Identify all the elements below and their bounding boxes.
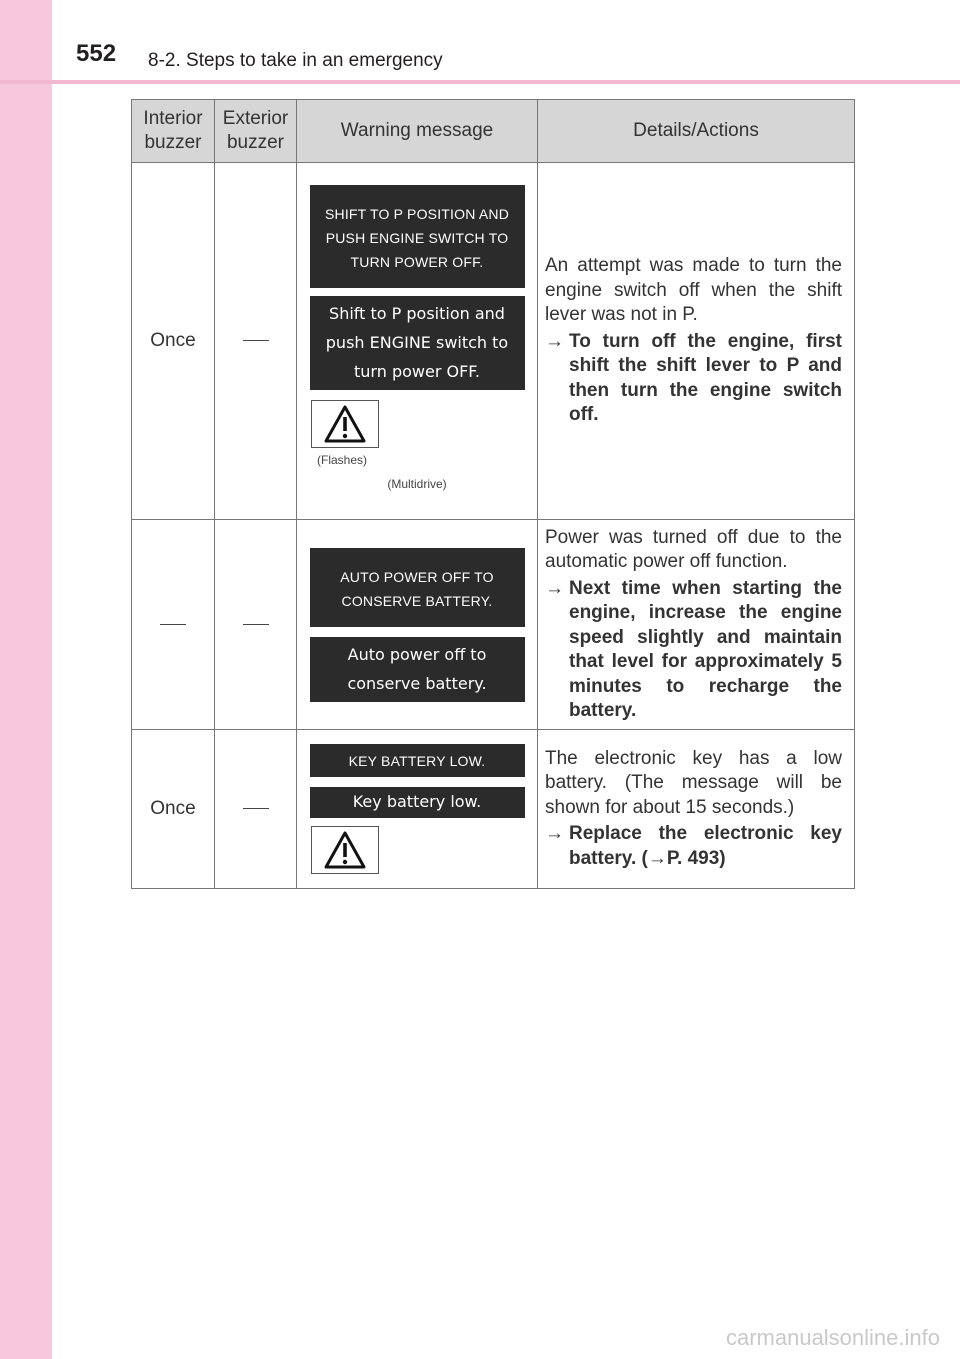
message-multidrive-display: Auto power off to conserve battery. bbox=[310, 637, 525, 702]
arrow-icon: → bbox=[545, 577, 564, 599]
interior-buzzer-cell: Once bbox=[132, 730, 215, 889]
table-row bbox=[132, 730, 855, 889]
multidrive-note: (Multidrive) bbox=[387, 477, 447, 491]
details-cell bbox=[538, 163, 855, 520]
col-header-details-actions: Details/Actions bbox=[538, 100, 855, 163]
warning-message-cell bbox=[297, 520, 538, 730]
col-header-warning-message: Warning message bbox=[297, 100, 538, 163]
exterior-buzzer-cell bbox=[215, 520, 297, 730]
action-item bbox=[545, 822, 842, 871]
flashes-note: (Flashes) bbox=[317, 453, 368, 467]
table-row bbox=[132, 520, 855, 730]
exterior-buzzer-cell bbox=[215, 730, 297, 889]
watermark-text: carmanualsonline.info bbox=[725, 1325, 940, 1350]
col-header-interior-buzzer: Interior buzzer bbox=[132, 100, 215, 163]
interior-buzzer-cell bbox=[132, 520, 215, 730]
details-text: Power was turned off due to the automatic power off function. bbox=[545, 526, 842, 572]
table-header-row bbox=[132, 100, 855, 163]
section-title: 8-2. Steps to take in an emergency bbox=[148, 50, 443, 71]
exterior-buzzer-cell bbox=[215, 163, 297, 520]
message-multidrive-display: Key battery low. bbox=[310, 787, 525, 818]
details-cell bbox=[538, 520, 855, 730]
dash-mark bbox=[160, 624, 186, 625]
warning-table bbox=[131, 99, 855, 889]
dash-mark bbox=[243, 624, 269, 625]
arrow-icon: → bbox=[545, 823, 564, 845]
header-divider bbox=[0, 80, 960, 84]
message-multidrive-display: Shift to P position and push ENGINE switch to turn power OFF. bbox=[310, 296, 525, 390]
action-item bbox=[545, 330, 842, 428]
details-text: An attempt was made to turn the engine switch off when the shift lever was not in P. bbox=[545, 255, 842, 326]
details-text: The electronic key has a low battery. (The message will be shown for about 15 seconds.) bbox=[545, 747, 842, 818]
interior-buzzer-cell: Once bbox=[132, 163, 215, 520]
warning-triangle-icon bbox=[311, 826, 379, 874]
warning-triangle-icon bbox=[311, 400, 379, 448]
message-caps-display: SHIFT TO P POSITION AND PUSH ENGINE SWITCH TO TURN POWER OFF. bbox=[310, 185, 525, 288]
arrow-icon: → bbox=[545, 330, 564, 352]
table-row bbox=[132, 163, 855, 520]
details-cell bbox=[538, 730, 855, 889]
dash-mark bbox=[243, 340, 269, 341]
action-item bbox=[545, 577, 842, 724]
warning-message-cell bbox=[297, 730, 538, 889]
action-text: To turn off the engine, first shift the shift lever to P and then turn the engine switch off. bbox=[569, 330, 842, 426]
warning-message-cell bbox=[297, 163, 538, 520]
dash-mark bbox=[243, 808, 269, 809]
action-text: Replace the electronic key battery. (→P. 493) bbox=[569, 823, 842, 869]
message-caps-display: AUTO POWER OFF TO CONSERVE BATTERY. bbox=[310, 548, 525, 627]
action-text: Next time when starting the engine, increase the engine speed slightly and maintain that level for approximately 5 minutes to recharge the battery. bbox=[569, 577, 842, 721]
message-caps-display: KEY BATTERY LOW. bbox=[310, 744, 525, 777]
page-number: 552 bbox=[76, 40, 117, 67]
side-color-band bbox=[0, 0, 52, 1359]
col-header-exterior-buzzer: Exterior buzzer bbox=[215, 100, 297, 163]
